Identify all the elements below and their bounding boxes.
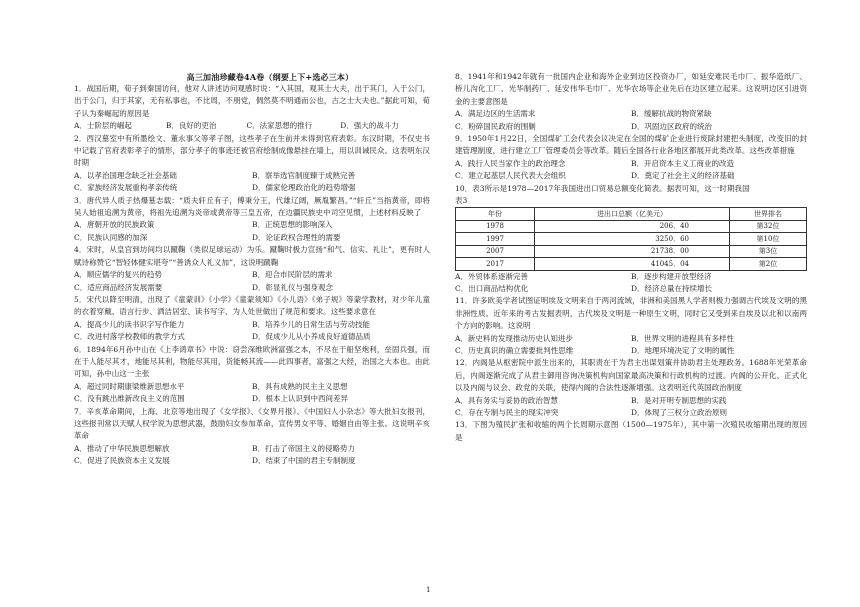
table-cell: 3250．60 [535,233,730,246]
table-cell: 41045．04 [535,258,730,271]
options-q3 [74,219,430,244]
option-q12-3: D．体现了三权分立政治原则 [631,408,728,418]
option-q10opts-2: C．出口商品结构优化 [455,283,529,293]
option-q11-1: B．世界文明的进程具有多样性 [631,333,735,343]
options-q9 [455,158,807,183]
table-cell: 第3位 [730,245,807,258]
left-questions [74,83,430,468]
option-q8-0: A．满足边区的生活需求 [455,109,536,119]
option-q3-3: D．论证政权合理性的需要 [252,232,341,242]
table-header: 年份 [456,208,535,221]
options-q10opts [455,271,807,296]
option-q2-3: D．儒家伦理政治化的趋势增强 [252,183,356,193]
question-q5: 5．宋代以降至明清，出现了《童蒙训》《小学》《童蒙须知》《小儿语》《弟子规》等蒙学教材，对少年儿童的衣着穿戴、语言行步、洒洁居室、读书写字、为人处世做出了规范和要求。这些要求意在 [74,294,430,317]
option-q2-0: A．以孝治国理念缺乏社会基础 [74,170,177,180]
table-label: 表3 [455,196,468,206]
table-cell: 2007 [456,245,535,258]
right-questions-bottom [455,271,807,445]
trade-table [455,207,807,271]
right-column [455,71,807,444]
options-q8 [455,108,807,133]
option-q6-3: D．根本上认识到中西间差异 [252,394,349,404]
table-header: 世界排名 [730,208,807,221]
option-q7-1: B．打击了帝国主义的侵略势力 [252,443,356,453]
option-q4-2: C．适应商品经济发展需要 [74,282,163,292]
option-q1-1: B．良好的吏治 [165,121,217,131]
option-q8-3: D．巩固边区政府的统治 [631,121,713,131]
options-q5 [74,319,430,344]
option-q10opts-3: D．经济总量在持续增长 [631,283,713,293]
question-q2: 2．西汉墓室中有所墨绘文、董永事父等孝子图，这些孝子在生前并未得到官府表彰。东汉时期，不仅史书中记载了官府表彰孝子的情形，部分孝子的事迹还被官府绘制成像悬挂在墙上，用以训诫民众。这表明东汉时期 [74,133,430,168]
option-q5-2: C．改进村落学校教师的教学方式 [74,332,185,342]
option-q9-2: C．建立起基层人民代表大会组织 [455,171,566,181]
option-q11-2: C．历史真识的确立需要批判性思维 [455,346,574,355]
table-row [456,220,807,233]
option-q7-2: C．促进了民族资本主义发展 [74,456,170,466]
option-q12-2: C．存在专制与民主的现实冲突 [455,408,559,418]
option-q7-3: D．结束了中国的君主专制制度 [252,456,356,466]
option-q4-3: D．彰显礼仪与强身观念 [252,282,334,292]
option-q1-0: A．士阶层的崛起 [74,121,132,131]
option-q11-0: A．新史料的发现推动历史认知进步 [455,333,573,343]
options-q11 [455,333,807,358]
table-cell: 第2位 [730,258,807,271]
table-cell: 21738．00 [535,245,730,258]
options-q7 [74,443,430,468]
options-q6 [74,381,430,406]
option-q6-1: B．具有成熟的民主主义思想 [252,381,348,391]
option-q7-0: A．推动了中华民族思想解放 [74,443,170,453]
option-q4-0: A．顺应儒学的复兴的趋势 [74,270,162,280]
question-q10: 10．表3所示是1978—2017年我国进出口贸易总额变化简表。据表可知，这一时期我国 [455,183,750,193]
option-q9-0: A．践行人民当家作主的政治理念 [455,158,566,168]
option-q11-3: D．地理环境决定了文明的属性 [631,346,735,355]
option-q12-0: A．具有务实与妥协的政治智慧 [455,395,558,405]
table-cell: 2017 [456,258,535,271]
question-q12: 12．内阁是从枢密院中派生出来的，其职责在于为君主出谋划策并协助君主处理政务。1688年光荣革命后，内阁逐渐完成了从君主御用咨询决策机构向国家最高决策和行政机构的过渡。内阁的公开化、正式化以及内阁与议会、政党的关联，使得内阁的合法性逐渐增强。这表明近代英国政治制度 [455,358,807,393]
option-q12-1: B．是对开明专制思想的实践 [631,395,727,405]
option-q8-1: B．缓解抗战的物资紧缺 [631,109,712,119]
option-q2-1: B．察举选官制度臻于成熟完善 [252,170,356,180]
option-q5-0: A．提高少儿的读书识字写作能力 [74,319,185,329]
options-q4 [74,269,430,294]
question-q6: 6．1894年6月孙中山在《上李鸿章书》中说：窃尝深维欧洲富强之本，不尽在于船坚炮利，垒固兵强，而在于人能尽其才，地能尽其利，物能尽其用，货能畅其流——此四事者，富强之大经，治国之大本也。由此可知，孙中山这一主张 [74,344,430,379]
option-q10opts-0: A．外贸体系逐渐完善 [455,271,528,281]
option-q3-2: C．民族认同感的加深 [74,232,148,242]
option-q5-3: D．促成少儿从小养成良好道德品质 [252,332,371,342]
option-q4-1: B．迎合市民阶层的需求 [252,270,333,280]
exam-title: 高三加油珍藏卷4A卷（纲要上下+选必三本） [186,72,354,82]
table-cell: 206．40 [535,220,730,233]
option-q5-1: B．培养少儿的日常生活与劳动技能 [252,319,371,329]
options-q2 [74,170,430,195]
table-row [456,233,807,246]
table-header-row [456,208,807,221]
option-q8-2: C．粉碎国民政府的围剿 [455,121,536,131]
option-q1-3: D．强大的战斗力 [340,121,399,131]
table-header: 进出口总额（亿美元） [535,208,730,221]
table-cell: 1978 [456,220,535,233]
options-q12 [455,395,807,420]
question-q1: 1．战国后期，荀子到秦国访问，他对人讲述访问观感时说：“入其国，观其士大夫，出于其门，入于公门，出于公门，归于其家，无有私事也，不比周，不朋党，倜然莫不明通而公也，古之士大夫也。”据此可知，荀子认为秦崛起的原因是 [74,84,431,118]
table-row [456,245,807,258]
question-q9: 9．1950年1月22日，全国煤矿工会代表会议决定在全国的煤矿企业进行废除封建把头制度，改变旧的封建管理制度，进行建立工厂管理委员会等改革。随后全国各行业各地区都展开此类改革。这些改革措施 [455,134,807,156]
table-cell: 1997 [456,233,535,246]
question-q8: 8．1941年和1942年就有一批国内企业和海外企业到边区投资办厂，如延安难民毛巾厂、振华造纸厂、桥儿沟化工厂、光华制药厂、延安伟华毛巾厂、光华农场等企业先后在边区建立起来。这说明边区引进资金的主要意图是 [455,72,807,106]
question-q13: 13．下图为殖民扩张和收缩的两个长周期示意图（1500—1975年），其中第一次殖民收缩期出现的原因是 [455,420,807,442]
option-q6-0: A．超过同时期康梁维新思想水平 [74,381,185,391]
table-row [456,258,807,271]
option-q3-0: A．唐朝开放的民族政策 [74,220,155,230]
question-q11: 11．许多欧美学者试图证明埃及文明来自于两河流域，非洲和美国黑人学者则极力强调古代埃及文明的黑非洲性质。近年来的考古发掘表明，古代埃及文明是一种原生文明，同时它又受到来自埃及以北和以南两个方向的影响。这说明 [455,296,807,331]
option-q3-1: B．正统思想的影响深入 [252,220,333,230]
option-q9-3: D．奠定了社会主义的经济基础 [631,171,735,181]
option-q6-2: C．没有跳出维新改良主义的范围 [74,394,185,404]
question-q3: 3．唐代异人质子热爆墓志载：“质夫轩丘有子，傅秉分王，代雄辽阔，厥胤繁昌。”“轩丘”当指黄帝，即将吴人始祖追溯为黄帝，将祖先追溯为炎帝或黄帝等三皇五帝，在边疆民族史中司空见惯，上述材料反映了 [74,195,430,218]
option-q1-2: C．法家思想的推行 [246,121,313,131]
options-q1 [74,120,430,132]
page-number: 1 [426,586,431,594]
table-cell: 第32位 [730,220,807,233]
right-questions-top [455,71,807,195]
left-column [74,71,430,468]
option-q2-2: C．家族经济发展重构孝亲传统 [74,183,178,193]
question-q7: 7．辛亥革命期间，上海、北京等地出现了《女学报》、《女界月报》、《中国妇人小杂志》等大批妇女报刊，这些报刊常以天赋人权学说为思想武器，鼓励妇女参加革命，宣传男女平等、婚姻自由等主张。这说明辛亥革命 [74,406,430,441]
option-q10opts-1: B．逐步构建开放型经济 [631,271,712,281]
table-cell: 第10位 [730,233,807,246]
option-q9-1: B．开启资本主义工商业的改造 [631,158,735,168]
question-q4: 4．宋时，从皇宫到坊间均以蹴鞠（类似足球运动）为乐。蹴鞠时极力宣扬“和气、信实、礼让”，更有时人赋诗称赞它“智轻体健实堪夸”“善诱众人礼义加”，这说明蹴鞠 [74,245,430,267]
